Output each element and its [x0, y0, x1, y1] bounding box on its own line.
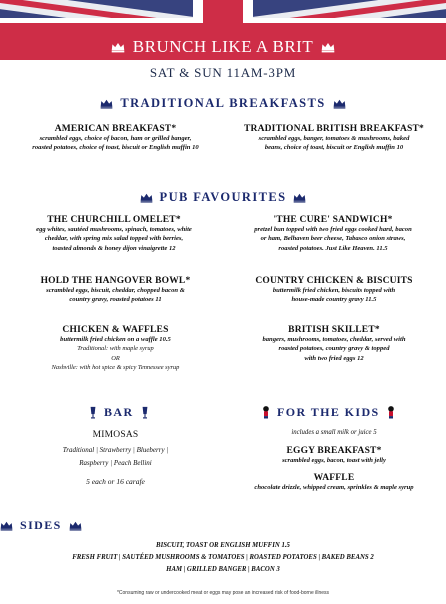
menu-item-mimosas: [8, 430, 223, 440]
item-title: COUNTRY CHICKEN & BISCUITS: [255, 276, 413, 286]
flavor-line: Raspberry | Peach Bellini: [79, 459, 152, 467]
item-description: scrambled eggs, choice of bacon, ham or grilled banger,: [39, 135, 192, 142]
item-description: roasted potatoes. Just Like Heaven. 11.5: [278, 244, 388, 252]
crown-icon: [111, 42, 125, 53]
sides-line: FRESH FRUIT | SAUTÉED MUSHROOMS & TOMATOES | ROASTED POTATOES | BAKED BEANS 2: [72, 554, 374, 561]
item-description: chocolate drizzle, whipped cream, sprinkles & maple syrup: [254, 484, 414, 491]
menu-item-the-cure-sandwich: [224, 215, 442, 253]
glass-icon: [141, 406, 149, 419]
menu-title: BRUNCH LIKE A BRIT: [132, 37, 314, 56]
menu-item-waffle: [228, 473, 440, 492]
crown-icon: [69, 521, 82, 531]
item-description: egg whites, sautéed mushrooms, spinach, tomatoes, white: [36, 226, 192, 233]
guard-icon: [262, 406, 270, 419]
item-option-separator: OR: [111, 354, 120, 362]
glass-icon: [89, 406, 97, 419]
item-description: beans, choice of toast, biscuit or English muffin 10: [264, 144, 404, 152]
crown-icon: [100, 99, 113, 109]
item-title: THE CHURCHILL OMELET*: [47, 215, 181, 225]
item-description: roasted potatoes, country gravy & topped: [278, 345, 390, 353]
item-title: HOLD THE HANGOVER BOWL*: [40, 276, 191, 286]
section-heading: FOR THE KIDS: [277, 405, 380, 419]
item-description: house-made country gravy 11.5: [291, 296, 377, 304]
item-title: EGGY BREAKFAST*: [286, 446, 382, 456]
kids-note-text: includes a small milk or juice 5: [291, 429, 377, 436]
section-heading: PUB FAVOURITES: [159, 190, 287, 204]
menu-item-eggy-breakfast: [228, 446, 440, 465]
section-heading: TRADITIONAL BREAKFASTS: [120, 96, 326, 110]
service-hours: SAT & SUN 11AM-3PM: [149, 65, 297, 80]
menu-item-hold-the-hangover-bowl: [8, 276, 223, 305]
menu-item-traditional-british-breakfast: [228, 124, 440, 153]
item-description: toasted almonds & honey dijon vinaigrette 12: [52, 244, 176, 252]
mimosa-price: 5 each or 16 carafe: [86, 477, 145, 486]
item-title: BRITISH SKILLET*: [288, 325, 380, 335]
crown-icon: [0, 521, 13, 531]
item-description: buttermilk fried chicken, biscuits topped with: [272, 287, 396, 294]
mimosa-flavors: [8, 444, 223, 488]
crown-icon: [321, 42, 335, 53]
section-traditional-breakfasts: [0, 96, 446, 111]
section-heading: SIDES: [20, 518, 62, 532]
item-description: cheddar, with spring mix salad topped with berries,: [44, 235, 184, 243]
item-title: 'THE CURE' SANDWICH*: [273, 215, 393, 225]
section-pub-favourites: [0, 190, 446, 205]
item-title: MIMOSAS: [92, 430, 139, 440]
item-description: scrambled eggs, bacon, toast with jelly: [282, 457, 386, 464]
flavor-line: Traditional | Strawberry | Blueberry |: [62, 446, 169, 454]
section-sides: [0, 518, 82, 533]
kids-note: [228, 428, 440, 437]
section-heading: BAR: [104, 405, 134, 419]
item-description: with two fried eggs 12: [304, 354, 364, 362]
item-description: or ham, Belhaven beer cheese, Tabasco onion straws,: [260, 235, 406, 243]
crown-icon: [293, 193, 306, 203]
sides-line: BISCUIT, TOAST OR ENGLISH MUFFIN 1.5: [156, 542, 290, 549]
crown-icon: [333, 99, 346, 109]
guard-icon: [387, 406, 395, 419]
section-for-the-kids: [262, 405, 395, 420]
item-description: bangers, mushrooms, tomatoes, cheddar, served with: [262, 336, 406, 343]
item-title: CHICKEN & WAFFLES: [62, 325, 169, 335]
crown-icon: [140, 193, 153, 203]
menu-item-churchill-omelet: [4, 215, 224, 253]
menu-item-chicken-waffles: [8, 325, 223, 373]
item-option: Nashville: with hot spice & spicy Tennessee syrup: [51, 364, 180, 372]
menu-item-british-skillet: [228, 325, 440, 363]
item-description: scrambled eggs, banger, tomatoes & mushrooms, baked: [258, 135, 410, 142]
item-title: TRADITIONAL BRITISH BREAKFAST*: [243, 124, 425, 134]
sides-list: [0, 540, 446, 576]
sides-line: HAM | GRILLED BANGER | BACON 3: [166, 566, 280, 573]
item-description: country gravy, roasted potatoes 11: [69, 296, 162, 304]
menu-title-row: [0, 37, 446, 57]
item-title: WAFFLE: [313, 473, 355, 483]
item-description: scrambled eggs, biscuit, cheddar, chopped bacon &: [46, 287, 185, 294]
section-bar: [89, 405, 149, 420]
item-title: AMERICAN BREAKFAST*: [54, 124, 177, 134]
allergen-footnote: *Consuming raw or undercooked meat or eggs may pose an increased risk of food-borne illness: [116, 590, 330, 596]
menu-item-american-breakfast: [8, 124, 223, 153]
item-description: buttermilk fried chicken on a waffle 10.5: [60, 336, 171, 343]
menu-item-country-chicken-biscuits: [228, 276, 440, 305]
item-description: roasted potatoes, choice of toast, biscuit or English muffin 10: [32, 144, 199, 152]
item-option: Traditional: with maple syrup: [77, 345, 154, 353]
item-description: pretzel bun topped with two fried eggs cooked hard, bacon: [254, 226, 412, 233]
